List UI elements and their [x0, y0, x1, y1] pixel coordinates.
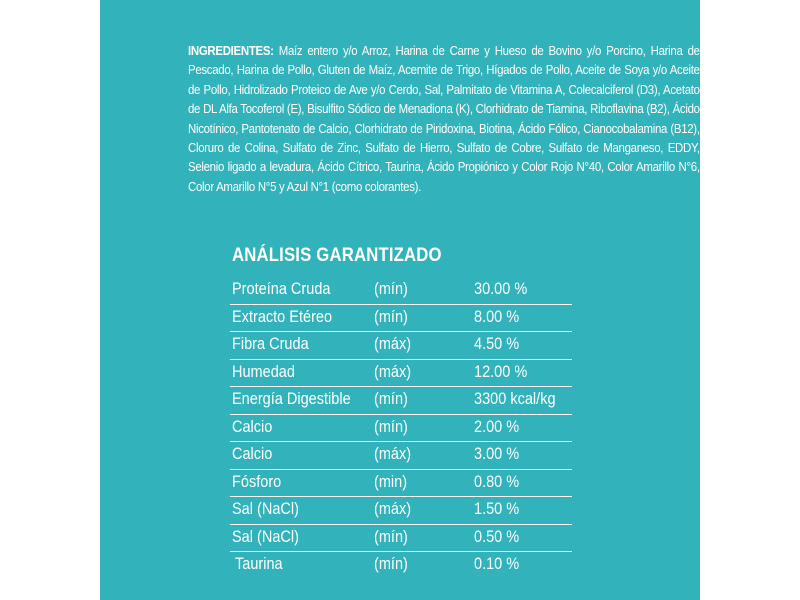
- table-row: [230, 277, 572, 305]
- nutrient-condition: (mín): [374, 307, 408, 326]
- ingredients-paragraph: [188, 41, 700, 196]
- nutrient-value: 0.50 %: [474, 527, 520, 546]
- nutrient-name: Calcio: [232, 445, 273, 463]
- analysis-title: ANÁLISIS GARANTIZADO: [232, 245, 442, 266]
- nutrient-name: Humedad: [232, 362, 295, 381]
- nutrient-value: 8.00 %: [474, 307, 520, 326]
- nutrient-condition: (min): [374, 472, 408, 491]
- nutrient-value: 1.50 %: [474, 500, 520, 518]
- table-row: [230, 305, 572, 333]
- analysis-table: [230, 277, 572, 579]
- nutrient-condition: (mín): [374, 280, 408, 298]
- ingredients-label: INGREDIENTES:: [188, 43, 274, 58]
- table-row: [230, 360, 572, 388]
- nutrient-value: 0.10 %: [474, 555, 520, 573]
- nutrient-name: Extracto Etéreo: [232, 307, 333, 326]
- nutrient-condition: (mín): [374, 555, 408, 573]
- nutrient-name: Fibra Cruda: [232, 335, 309, 353]
- nutrient-name: Sal (NaCl): [232, 527, 299, 546]
- table-row: [230, 332, 572, 360]
- nutrient-value: 4.50 %: [474, 335, 520, 353]
- nutrient-condition: (máx): [374, 362, 412, 381]
- nutrient-value: 2.00 %: [474, 417, 520, 436]
- nutrient-name: Sal (NaCl): [232, 500, 299, 518]
- table-row: [230, 525, 572, 553]
- nutrient-value: 3300 kcal/kg: [474, 390, 556, 408]
- table-row: [230, 497, 572, 525]
- nutrient-name: Energía Digestible: [232, 390, 351, 408]
- nutrient-condition: (máx): [374, 335, 412, 353]
- table-row: [230, 415, 572, 443]
- nutrient-value: 3.00 %: [474, 445, 520, 463]
- nutrient-condition: (mín): [374, 390, 408, 408]
- nutrient-condition: (mín): [374, 417, 408, 436]
- nutrient-name: Fósforo: [232, 472, 282, 491]
- nutrient-condition: (mín): [374, 527, 408, 546]
- table-row: [230, 442, 572, 470]
- nutrient-condition: (máx): [374, 445, 412, 463]
- label-panel: [100, 0, 700, 600]
- table-row: [230, 552, 572, 579]
- nutrient-name: Calcio: [232, 417, 273, 436]
- nutrient-value: 0.80 %: [474, 472, 520, 491]
- nutrient-name: Proteína Cruda: [232, 280, 331, 298]
- nutrient-value: 12.00 %: [474, 362, 528, 381]
- ingredients-text: Maíz entero y/o Arroz, Harina de Carne y Hueso de Bovino y/o Porcino, Harina de Pescado, Harina de Pollo, Gluten de Maíz, Acemite de Trigo, Hígados de Pollo, Aceite de Soya y/o Aceite de Pollo, Hidrolizado Proteico de Ave y/o Cerdo, Sal, Palmitato de Vitamina A, Colecalciferol (D3), Acetato de DL Alfa Tocoferol (E), Bisulfito Sódico de Menadiona (K), Clorhidrato de Tiamina, Riboflavina (B2), Ácido Nicotínico, Pantotenato de Calcio, Clorhidrato de Piridoxina, Biotina, Ácido Fólico, Cianocobalamina (B12), Cloruro de Colina, Sulfato de Zinc, Sulfato de Hierro, Sulfato de Cobre, Sulfato de Manganeso, EDDY, Selenio ligado a levadura, Ácido Cítrico, Taurina, Ácido Propiónico y Color Rojo N°40, Color Amarillo N°6, Color Amarillo N°5 y Azul N°1 (como colorantes).: [188, 43, 700, 194]
- nutrient-condition: (máx): [374, 500, 412, 518]
- table-row: [230, 387, 572, 415]
- nutrient-name: Taurina: [235, 555, 283, 573]
- table-row: [230, 470, 572, 498]
- nutrient-value: 30.00 %: [474, 280, 528, 298]
